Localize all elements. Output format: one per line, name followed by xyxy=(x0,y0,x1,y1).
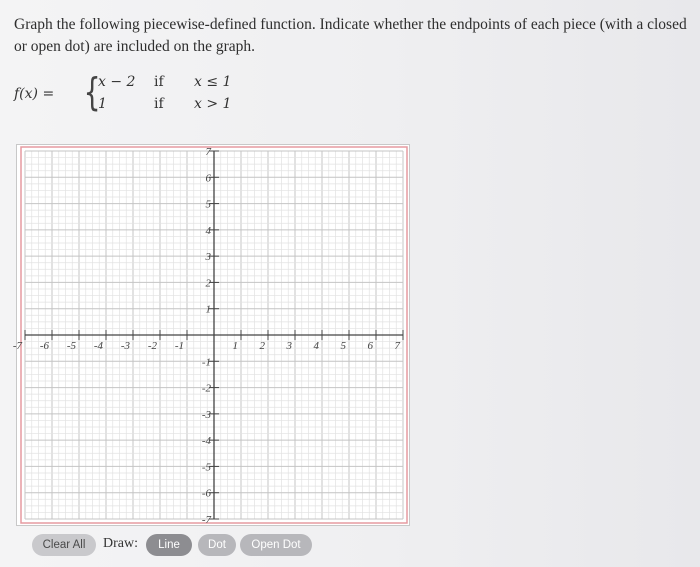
question-prompt: Graph the following piecewise-defined function. Indicate whether the endpoints of each piece (with a closed or open dot) are included on the graph. xyxy=(14,16,687,55)
y-tick-label: 1 xyxy=(205,303,211,316)
piece-2-if: if xyxy=(154,96,164,112)
y-tick-label: 3 xyxy=(205,251,211,264)
piece-2-cond: x > 1 xyxy=(194,96,232,112)
x-tick-label: 4 xyxy=(313,340,319,352)
y-tick-label: -3 xyxy=(201,408,211,421)
clear-all-button[interactable]: Clear All xyxy=(32,534,96,556)
y-tick-label: 2 xyxy=(205,277,211,290)
y-tick-label: 7 xyxy=(205,146,211,158)
x-tick-label: 2 xyxy=(259,340,265,352)
y-tick-label: 4 xyxy=(205,224,211,237)
x-tick-label: -4 xyxy=(93,340,103,352)
x-tick-label: -2 xyxy=(147,340,157,352)
piece-1-expr: x − 2 xyxy=(98,74,136,90)
y-tick-label: -2 xyxy=(201,382,211,395)
x-tick-label: -1 xyxy=(174,340,184,352)
y-tick-label: -6 xyxy=(201,487,211,500)
piece-1-cond: x ≤ 1 xyxy=(194,74,232,90)
y-tick-label: -4 xyxy=(201,435,211,448)
y-tick-label: -1 xyxy=(201,356,211,369)
x-tick-label: -3 xyxy=(120,340,130,352)
coordinate-plane[interactable] xyxy=(12,145,409,526)
draw-toolbar xyxy=(0,534,700,558)
piece-1-if: if xyxy=(154,74,164,90)
x-tick-label: 5 xyxy=(340,340,346,352)
x-tick-label: 6 xyxy=(367,340,373,352)
graphing-canvas[interactable] xyxy=(12,144,410,526)
line-tool-button[interactable]: Line xyxy=(146,534,192,556)
function-lhs: f(x) = xyxy=(14,86,55,102)
x-tick-label: -7 xyxy=(12,340,22,352)
y-tick-label: 6 xyxy=(205,172,211,185)
draw-label: Draw: xyxy=(103,536,138,551)
x-tick-label: -5 xyxy=(66,340,76,352)
x-tick-label: 1 xyxy=(232,340,238,352)
y-tick-label: 5 xyxy=(205,198,211,211)
y-tick-label: -5 xyxy=(201,461,211,474)
x-tick-label: 3 xyxy=(286,340,292,352)
y-tick-label: -7 xyxy=(201,514,211,526)
dot-tool-button[interactable]: Dot xyxy=(198,534,236,556)
piece-2 xyxy=(98,96,258,116)
left-brace: { xyxy=(83,70,101,114)
x-tick-label: 7 xyxy=(394,340,400,352)
piecewise-function xyxy=(14,70,254,118)
piece-2-expr: 1 xyxy=(98,96,107,112)
x-tick-label: -6 xyxy=(39,340,49,352)
open-dot-tool-button[interactable]: Open Dot xyxy=(240,534,312,556)
piece-1 xyxy=(98,74,258,94)
